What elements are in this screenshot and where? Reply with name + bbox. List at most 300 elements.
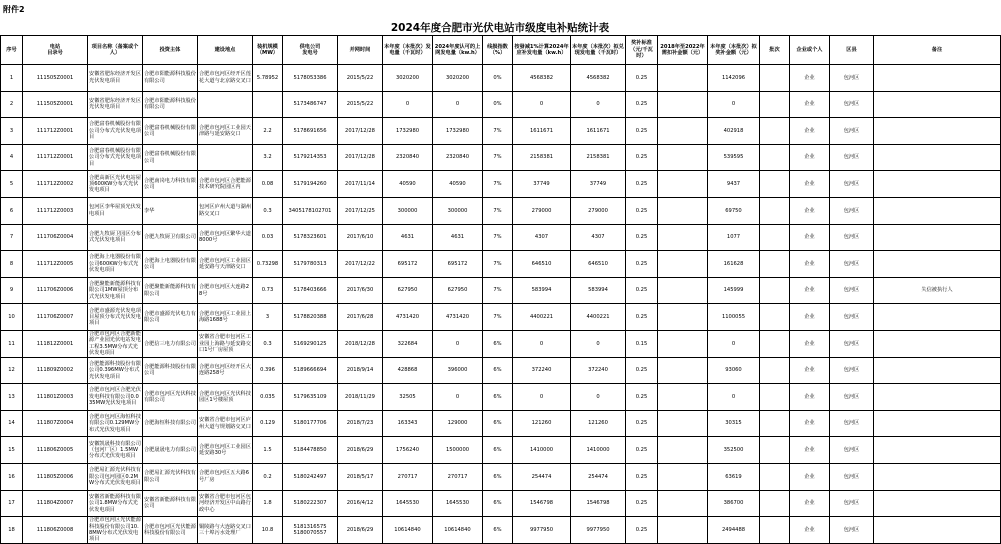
table-cell: 1077 (708, 224, 760, 251)
column-header: 奖补标准（元/千瓦时） (626, 36, 658, 65)
table-cell: 1732980 (383, 118, 433, 145)
table-cell (874, 118, 1001, 145)
table-cell: 合肥海上电器股份有限公司 (143, 251, 198, 278)
table-cell: 企业 (790, 197, 830, 224)
table-row (1, 410, 1001, 437)
table-cell: 300000 (433, 197, 483, 224)
table-cell: 合肥市包河区工业园区延安路30号 (198, 437, 253, 464)
table-header-row (1, 36, 1001, 65)
table-cell: 6% (483, 410, 513, 437)
column-header: 企业或个人 (790, 36, 830, 65)
table-cell: 2017/12/25 (338, 197, 383, 224)
table-cell: 3 (253, 304, 283, 331)
table-cell: 0.396 (253, 357, 283, 384)
table-cell: 111712Z0005 (23, 251, 88, 278)
table-cell: 13 (1, 384, 23, 411)
table-cell: 111801Z0003 (23, 384, 88, 411)
table-cell: 4 (1, 144, 23, 171)
table-cell: 包河区 (830, 91, 874, 118)
table-cell: 5179214353 (283, 144, 338, 171)
table-cell: 0.25 (626, 490, 658, 517)
table-cell: 企业 (790, 91, 830, 118)
table-cell: 2 (1, 91, 23, 118)
column-header: 本年度（本批次）拟奖补金额（元） (708, 36, 760, 65)
table-cell: 402918 (708, 118, 760, 145)
table-cell: 111706Z0007 (23, 304, 88, 331)
table-cell: 539595 (708, 144, 760, 171)
table-cell: 企业 (790, 410, 830, 437)
table-cell: 14 (1, 410, 23, 437)
table-cell: 合肥九牧厨卫园区分布式光伏发电项目 (88, 224, 143, 251)
table-cell (760, 330, 790, 357)
table-cell (760, 437, 790, 464)
table-cell (760, 490, 790, 517)
table-cell: 包河区 (830, 224, 874, 251)
table-cell: 7% (483, 251, 513, 278)
table-cell: 372240 (513, 357, 571, 384)
column-header: 线损指数（%） (483, 36, 513, 65)
table-cell: 合肥市包河区经开区莲花大道与北京路交叉口 (198, 65, 253, 92)
table-cell: 583994 (513, 277, 571, 304)
table-cell (874, 437, 1001, 464)
table-cell: 1645530 (433, 490, 483, 517)
table-cell: 8 (1, 251, 23, 278)
table-cell: 40590 (433, 171, 483, 198)
table-cell: 4631 (433, 224, 483, 251)
table-cell (760, 251, 790, 278)
table-cell: 0.25 (626, 463, 658, 490)
table-cell (874, 144, 1001, 171)
table-cell: 627950 (383, 277, 433, 304)
table-cell: 1546798 (571, 490, 626, 517)
table-cell: 5178323601 (283, 224, 338, 251)
table-cell: 0 (708, 384, 760, 411)
table-cell (658, 91, 708, 118)
table-cell: 4568382 (513, 65, 571, 92)
table-cell: 0.25 (626, 410, 658, 437)
table-cell: 包河区 (830, 144, 874, 171)
table-cell: 包河区 (830, 118, 874, 145)
table-cell: 111806Z0005 (23, 437, 88, 464)
column-header: 序号 (1, 36, 23, 65)
table-cell: 合肥能源科技股份有限公司 (143, 357, 198, 384)
table-cell: 2018/9/14 (338, 357, 383, 384)
table-cell: 11 (1, 330, 23, 357)
table-cell: 695172 (383, 251, 433, 278)
table-row (1, 384, 1001, 411)
column-header: 投资主体 (143, 36, 198, 65)
table-cell (874, 65, 1001, 92)
table-cell: 0 (571, 384, 626, 411)
table-cell (874, 251, 1001, 278)
table-cell: 合肥市包河区合肥能源技术研究院园区内 (198, 171, 253, 198)
table-cell: 合肥聚能新能源科技有限公司1MW屋顶分布式光伏发电项目 (88, 277, 143, 304)
table-cell: 3.2 (253, 144, 283, 171)
table-cell: 2017/12/22 (338, 251, 383, 278)
table-cell: 163343 (383, 410, 433, 437)
table-cell (874, 463, 1001, 490)
table-row (1, 437, 1001, 464)
table-cell: 254474 (571, 463, 626, 490)
table-cell: 0% (483, 65, 513, 92)
table-cell: 5179780313 (283, 251, 338, 278)
table-cell: 111807Z0004 (23, 410, 88, 437)
table-cell (658, 118, 708, 145)
table-cell: 0.25 (626, 91, 658, 118)
table-cell: 0 (708, 91, 760, 118)
table-cell: 合肥市包河区合肥光伏发电科技有限公司0.035MW光伏发电项目 (88, 384, 143, 411)
table-row (1, 517, 1001, 544)
table-cell: 2320840 (383, 144, 433, 171)
table-cell: 6% (483, 384, 513, 411)
table-cell: 4400221 (571, 304, 626, 331)
table-cell: 9977950 (571, 517, 626, 544)
table-cell: 包河区 (830, 357, 874, 384)
table-cell (874, 171, 1001, 198)
table-cell: 2.2 (253, 118, 283, 145)
table-cell: 企业 (790, 517, 830, 544)
table-cell: 包河区 (830, 251, 874, 278)
table-cell: 4400221 (513, 304, 571, 331)
column-header: 项目名称（备案或个人） (88, 36, 143, 65)
table-cell: 9977950 (513, 517, 571, 544)
table-cell: 9 (1, 277, 23, 304)
table-cell: 5181316575 5180070557 (283, 517, 338, 544)
table-cell: 合肥市包河区光伏科技有限公司 (143, 384, 198, 411)
table-cell: 包河区 (830, 330, 874, 357)
table-cell: 企业 (790, 463, 830, 490)
table-cell: 10614840 (433, 517, 483, 544)
table-cell (874, 91, 1001, 118)
table-cell: 包河区庐州大道与湖州路交叉口 (198, 197, 253, 224)
table-cell: 0.25 (626, 197, 658, 224)
table-cell: 428868 (383, 357, 433, 384)
table-cell (874, 197, 1001, 224)
table-cell: 7 (1, 224, 23, 251)
table-cell: 2494488 (708, 517, 760, 544)
table-cell: 1500000 (433, 437, 483, 464)
table-cell: 1410000 (571, 437, 626, 464)
table-cell: 2158381 (513, 144, 571, 171)
table-cell (760, 277, 790, 304)
table-row (1, 118, 1001, 145)
table-cell: 3 (1, 118, 23, 145)
table-cell: 合肥南岗电力科技有限公司 (143, 171, 198, 198)
table-cell: 2016/4/12 (338, 490, 383, 517)
table-cell: 5180177706 (283, 410, 338, 437)
table-cell: 6% (483, 330, 513, 357)
table-cell: 安徽省合肥市包河区包河经济开发区中山路行政中心 (198, 490, 253, 517)
table-cell: 2015/5/22 (338, 65, 383, 92)
subsidy-table (0, 35, 1001, 544)
table-cell: 2017/11/14 (338, 171, 383, 198)
table-cell: 0.035 (253, 384, 283, 411)
table-cell: 111706Z0004 (23, 224, 88, 251)
column-header: 电站 目录号 (23, 36, 88, 65)
table-cell: 合肥市阳能源科技股份有限公司 (143, 91, 198, 118)
table-cell: 18 (1, 517, 23, 544)
table-cell: 0.25 (626, 304, 658, 331)
table-cell (658, 357, 708, 384)
table-cell: 4568382 (571, 65, 626, 92)
table-cell: 121260 (571, 410, 626, 437)
table-cell (658, 144, 708, 171)
table-cell: 安徽凯晟科技有限公司（包河厂区）1.5MW分布式光伏发电项目 (88, 437, 143, 464)
table-cell: 5189666694 (283, 357, 338, 384)
table-cell: 2018/12/28 (338, 330, 383, 357)
table-cell: 15 (1, 437, 23, 464)
column-header: 本年度（本批次）发电量（千瓦时） (383, 36, 433, 65)
table-cell: 111505Z0001 (23, 91, 88, 118)
table-cell: 0.25 (626, 277, 658, 304)
table-cell: 包河区 (830, 437, 874, 464)
table-cell (760, 91, 790, 118)
table-cell (874, 330, 1001, 357)
table-cell: 李华 (143, 197, 198, 224)
table-cell: 17 (1, 490, 23, 517)
table-cell: 69750 (708, 197, 760, 224)
table-cell (760, 384, 790, 411)
table-cell: 企业 (790, 357, 830, 384)
table-row (1, 224, 1001, 251)
table-cell (874, 517, 1001, 544)
table-cell: 合肥聚能新能源科技有限公司 (143, 277, 198, 304)
table-cell (874, 357, 1001, 384)
table-cell: 627950 (433, 277, 483, 304)
table-cell: 40590 (383, 171, 433, 198)
table-cell: 7% (483, 118, 513, 145)
table-cell: 0.25 (626, 224, 658, 251)
table-cell: 企业 (790, 490, 830, 517)
table-cell: 合肥晟晟电力有限公司 (143, 437, 198, 464)
table-cell: 包河区 (830, 490, 874, 517)
column-header: 备注 (874, 36, 1001, 65)
table-cell: 0% (483, 91, 513, 118)
table-cell: 121260 (513, 410, 571, 437)
column-header: 按發减1%计算2024年应补发电量（kw.h） (513, 36, 571, 65)
table-cell (760, 171, 790, 198)
table-cell: 合肥信三电力有限公司 (143, 330, 198, 357)
table-cell: 安徽省合肥市包河区庐州大道与规划路交叉口 (198, 410, 253, 437)
table-row (1, 65, 1001, 92)
table-title: 2024年度合肥市光伏电站市级度电补贴统计表 (390, 22, 610, 34)
table-cell (198, 91, 253, 118)
table-cell (874, 384, 1001, 411)
table-cell: 0.25 (626, 251, 658, 278)
table-cell: 合肥市包河区合肥新能源产业园光伏电站发电工程3.5MW分布式光伏发电项目 (89, 330, 141, 357)
table-cell: 111804Z0007 (23, 490, 88, 517)
table-cell: 2017/12/28 (338, 118, 383, 145)
table-cell: 3020200 (383, 65, 433, 92)
table-cell: 6% (483, 463, 513, 490)
table-row (1, 463, 1001, 490)
table-cell: 111812Z0001 (23, 330, 88, 357)
table-cell: 5180242497 (283, 463, 338, 490)
column-header: 建设地点 (198, 36, 253, 65)
table-cell (658, 224, 708, 251)
table-cell: 7% (483, 304, 513, 331)
table-cell: 包河区 (830, 463, 874, 490)
table-cell: 0 (433, 330, 483, 357)
table-cell: 0.2 (253, 463, 283, 490)
table-cell: 失信被执行人 (874, 277, 1001, 304)
table-row (1, 171, 1001, 198)
table-cell: 6% (483, 437, 513, 464)
table-cell: 5178053386 (283, 65, 338, 92)
table-cell: 合肥九牧厨卫有限公司 (143, 224, 198, 251)
table-row (1, 251, 1001, 278)
table-cell: 6% (483, 517, 513, 544)
table-cell (658, 410, 708, 437)
table-cell (760, 517, 790, 544)
table-cell: 0 (708, 330, 760, 357)
table-cell: 0.15 (626, 330, 658, 357)
table-cell: 6% (483, 490, 513, 517)
table-cell: 包河区 (830, 277, 874, 304)
table-cell: 安徽省肥东经济开发区光伏发电项目 (88, 65, 143, 92)
table-cell: 1611671 (513, 118, 571, 145)
table-cell: 合肥富春机械股份有限公司 (143, 144, 198, 171)
table-cell: 5180222307 (283, 490, 338, 517)
table-cell (658, 277, 708, 304)
table-cell: 270717 (433, 463, 483, 490)
table-cell (874, 224, 1001, 251)
table-cell: 37749 (513, 171, 571, 198)
table-cell: 合肥海上电器股份有限公司600KW分布式光伏发电项目 (88, 251, 143, 278)
table-cell: 1410000 (513, 437, 571, 464)
table-cell: 111712Z0002 (23, 171, 88, 198)
table-cell: 合肥富春机械股份有限公司 (143, 118, 198, 145)
table-cell: 包河区 (830, 384, 874, 411)
table-cell: 企业 (790, 118, 830, 145)
table-cell (760, 144, 790, 171)
table-cell: 包河区 (830, 410, 874, 437)
table-cell: 111806Z0008 (23, 517, 88, 544)
table-cell: 合肥市盛源光伏电力有限公司 (143, 304, 198, 331)
table-cell: 安徽省肥东经济开发区光伏发电项目 (88, 91, 143, 118)
table-cell: 5169290125 (283, 330, 338, 357)
table-cell: 5173486747 (283, 91, 338, 118)
table-cell (760, 224, 790, 251)
table-cell: 279000 (513, 197, 571, 224)
table-cell: 合肥市包河区光伏能源科技股份有限公司10.8MW分布式光伏发电项目 (89, 517, 141, 543)
column-header: 供电公司 发电号 (283, 36, 338, 65)
table-cell: 4731420 (383, 304, 433, 331)
table-cell: 129000 (433, 410, 483, 437)
table-cell: 7% (483, 197, 513, 224)
table-cell: 合肥市包河区五大路6号厂房 (198, 463, 253, 490)
table-row (1, 304, 1001, 331)
table-cell (874, 490, 1001, 517)
table-cell: 合肥市包河区工业园上海路1688号 (198, 304, 253, 331)
table-cell: 0 (571, 330, 626, 357)
table-cell (874, 304, 1001, 331)
table-cell: 4631 (383, 224, 433, 251)
table-cell: 7% (483, 144, 513, 171)
table-row (1, 330, 1001, 357)
table-cell: 0 (513, 330, 571, 357)
table-cell: 1.8 (253, 490, 283, 517)
table-cell (760, 463, 790, 490)
table-cell: 1100055 (708, 304, 760, 331)
table-cell (658, 330, 708, 357)
table-cell: 0.25 (626, 144, 658, 171)
table-cell: 包河区 (830, 65, 874, 92)
table-cell: 0.03 (253, 224, 283, 251)
table-cell: 2017/6/10 (338, 224, 383, 251)
table-cell (760, 197, 790, 224)
table-cell (760, 118, 790, 145)
table-cell: 1546798 (513, 490, 571, 517)
table-cell: 5179194260 (283, 171, 338, 198)
table-cell: 300000 (383, 197, 433, 224)
table-cell: 372240 (571, 357, 626, 384)
table-cell: 企业 (790, 277, 830, 304)
table-cell: 9437 (708, 171, 760, 198)
table-cell: 安徽省新能源科技有限公司1.8MW分布式光伏发电项目 (88, 490, 143, 517)
column-header: 装机规模（MW） (253, 36, 283, 65)
table-cell: 0.25 (626, 357, 658, 384)
table-cell: 7% (483, 277, 513, 304)
table-cell: 111805Z0006 (23, 463, 88, 490)
column-header: 批次 (760, 36, 790, 65)
table-cell: 5178403666 (283, 277, 338, 304)
table-cell: 企业 (790, 251, 830, 278)
column-header: 区县 (830, 36, 874, 65)
table-cell: 5184478850 (283, 437, 338, 464)
column-header: 2024年度认可的上网发电量（kw.h） (433, 36, 483, 65)
table-cell (760, 357, 790, 384)
table-cell (658, 65, 708, 92)
table-cell (658, 171, 708, 198)
table-cell: 2017/6/28 (338, 304, 383, 331)
table-cell: 2017/12/28 (338, 144, 383, 171)
table-cell: 0.73298 (253, 251, 283, 278)
table-cell (658, 490, 708, 517)
table-cell: 0.25 (626, 118, 658, 145)
table-cell: 0 (571, 91, 626, 118)
table-cell: 0.129 (253, 410, 283, 437)
table-cell: 2017/6/30 (338, 277, 383, 304)
table-cell: 4307 (513, 224, 571, 251)
table-cell: 0 (383, 91, 433, 118)
table-cell: 0.08 (253, 171, 283, 198)
table-row (1, 490, 1001, 517)
table-cell: 2320840 (433, 144, 483, 171)
table-cell: 企业 (790, 65, 830, 92)
table-cell (760, 65, 790, 92)
table-cell (198, 144, 253, 171)
table-cell: 2018/7/23 (338, 410, 383, 437)
table-cell: 合肥富春机械股份有限公司分布式光伏发电项目 (88, 118, 143, 145)
table-cell: 1645530 (383, 490, 433, 517)
table-cell: 0.3 (253, 197, 283, 224)
table-cell: 4731420 (433, 304, 483, 331)
attachment-label: 附件2 (3, 5, 25, 14)
table-cell: 7% (483, 171, 513, 198)
table-cell: 1756240 (383, 437, 433, 464)
table-cell: 合肥市包河区大连路28号 (198, 277, 253, 304)
table-cell: 4307 (571, 224, 626, 251)
table-cell: 0 (513, 91, 571, 118)
table-cell: 合肥市包河区繁华大道8000号 (198, 224, 253, 251)
table-cell: 安徽省合肥市包河区工业园上海路与延安路交口1号厂房屋顶 (198, 330, 253, 357)
table-cell: 合肥能源科技股份有限公司0.396MW分布式光伏发电项目 (88, 357, 143, 384)
table-cell: 646510 (571, 251, 626, 278)
table-cell: 合肥市包河区光伏能源科技股份有限公司 (143, 517, 198, 544)
table-cell: 5178691656 (283, 118, 338, 145)
table-cell: 322684 (383, 330, 433, 357)
